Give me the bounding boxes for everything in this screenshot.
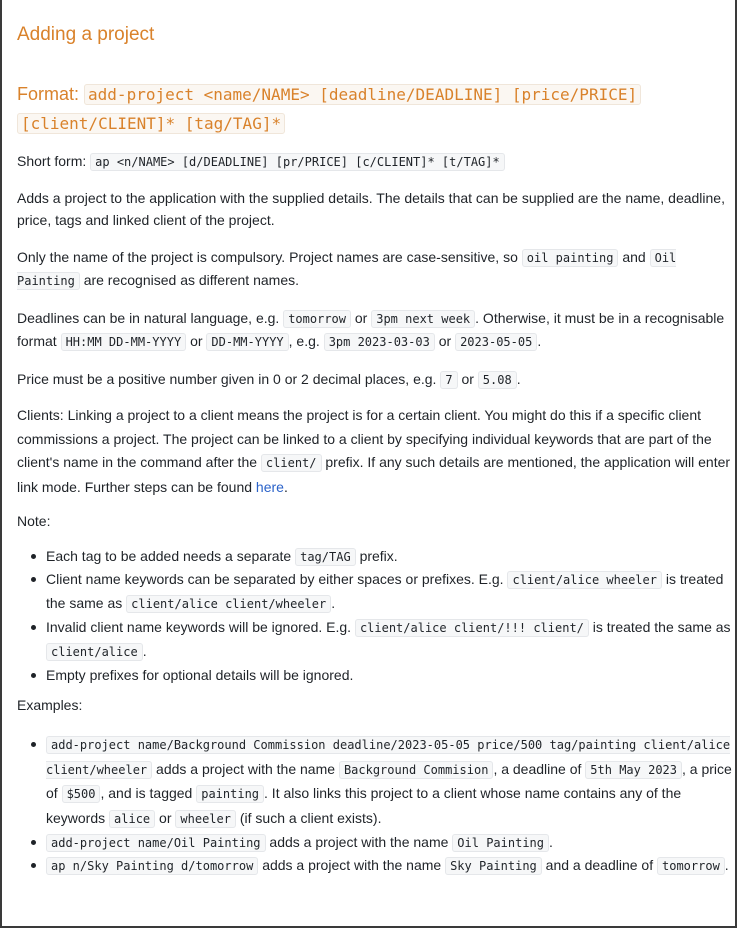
inline-code: 5.08 — [478, 371, 517, 389]
text: Each tag to be added needs a separate — [46, 548, 292, 564]
text: . — [142, 643, 147, 659]
text: , e.g. — [288, 333, 320, 349]
list-item — [27, 733, 737, 831]
inline-code: tomorrow — [657, 857, 725, 875]
inline-code: client/ — [261, 454, 322, 472]
inline-code: client/alice wheeler — [507, 571, 662, 589]
text: adds a project with the name — [269, 834, 449, 850]
name-paragraph — [17, 246, 731, 292]
inline-code: Oil Painting — [452, 834, 549, 852]
section-heading: Adding a project — [17, 24, 155, 45]
inline-code: tomorrow — [283, 310, 351, 328]
text: (if such a client exists). — [239, 809, 382, 826]
format-label: Format: — [17, 84, 80, 104]
inline-code: alice — [109, 810, 155, 828]
short-form-paragraph — [17, 150, 731, 173]
inline-code: client/alice — [46, 643, 143, 661]
inline-code: 3pm 2023-03-03 — [324, 333, 435, 351]
inline-code: client/alice client/!!! client/ — [355, 619, 589, 637]
text: or — [461, 371, 474, 387]
inline-code: 2023-05-05 — [455, 333, 537, 351]
text: Deadlines can be in natural language, e.g. — [17, 310, 280, 326]
list-item — [27, 831, 737, 854]
inline-code: client/alice client/wheeler — [126, 595, 331, 613]
notes-list — [27, 545, 737, 686]
price-paragraph — [17, 368, 731, 391]
inline-code: DD-MM-YYYY — [206, 333, 288, 351]
text: Price must be a positive number given in 0 or 2 decimal places, e.g. — [17, 371, 437, 387]
text: . — [516, 371, 521, 387]
text: Invalid client name keywords will be ignored. E.g. — [46, 619, 352, 635]
text: Client name keywords can be separated by either spaces or prefixes. E.g. — [46, 571, 504, 587]
text: Clients: Linking a project to a client means the project is for a certain client. You might do this if a specific client commissions a project. The project can be linked to a client by specifying individual keywords that are part of the client's name in the command after the — [17, 407, 712, 470]
text: are recognised as different names. — [83, 272, 299, 288]
examples-list — [27, 733, 737, 878]
text: or — [159, 809, 172, 826]
text: , a price of — [46, 760, 732, 801]
deadline-paragraph — [17, 307, 731, 353]
inline-code: 3pm next week — [371, 310, 475, 328]
examples-label: Examples: — [17, 697, 83, 713]
text: or — [190, 333, 203, 349]
text: and a deadline of — [545, 857, 654, 873]
inline-code: 5th May 2023 — [585, 761, 682, 779]
description-paragraph: Adds a project to the application with the supplied details. The details that can be supplied are the name, deadline, price, tags and linked client of the project. — [17, 190, 725, 228]
text: . — [537, 333, 542, 349]
here-link[interactable]: here — [255, 478, 284, 495]
inline-code: Background Commision — [339, 761, 494, 779]
list-item — [27, 664, 737, 686]
short-form-label: Short form: — [17, 153, 87, 169]
text: is treated the same as — [46, 571, 724, 611]
text: prefix. — [359, 548, 398, 564]
inline-code: oil painting — [522, 249, 619, 267]
text: adds a project with the name — [262, 857, 442, 873]
list-item — [27, 568, 737, 616]
text: and — [622, 249, 646, 265]
text: . — [724, 857, 729, 873]
text: is treated the same as — [592, 619, 731, 635]
inline-code: HH:MM DD-MM-YYYY — [61, 333, 187, 351]
list-item — [27, 545, 737, 568]
inline-code: add-project name/Background Commission deadline/2023-05-05 price/500 tag/painting client/alice client/wheeler — [46, 738, 731, 777]
inline-code: 7 — [440, 371, 457, 389]
inline-code: add-project name/Oil Painting — [46, 834, 266, 852]
text: Empty prefixes for optional details will be ignored. — [46, 667, 354, 683]
text: Only the name of the project is compulsory. Project names are case-sensitive, so — [17, 249, 518, 265]
text: or — [438, 333, 452, 349]
text: prefix. If any such details are mentioned, the application will enter link mode. Further steps can be found — [17, 454, 731, 495]
short-form-code: ap <n/NAME> [d/DEADLINE] [pr/PRICE] [c/CLIENT]* [t/TAG]* — [90, 153, 505, 171]
list-item — [27, 854, 737, 878]
text: or — [354, 310, 368, 326]
note-label: Note: — [17, 513, 51, 529]
inline-code: Oil Painting — [17, 251, 677, 288]
format-heading — [17, 80, 729, 138]
format-code-part2: [client/CLIENT]* [tag/TAG]* — [17, 113, 285, 134]
list-item — [27, 616, 737, 664]
text: . It also links this project to a client whose name contains any of the keywords — [46, 785, 682, 826]
inline-code: $500 — [62, 785, 101, 803]
text: , a deadline of — [493, 760, 582, 777]
clients-paragraph — [17, 404, 731, 499]
inline-code: ap n/Sky Painting d/tomorrow — [46, 857, 258, 875]
inline-code: tag/TAG — [295, 548, 356, 566]
format-code-part1: add-project <name/NAME> [deadline/DEADLINE] [price/PRICE] — [84, 84, 641, 105]
inline-code: Sky Painting — [445, 857, 542, 875]
inline-code: wheeler — [175, 810, 236, 828]
text: . — [331, 595, 336, 611]
text: . Otherwise, it must be in a recognisable format — [17, 310, 725, 349]
text: . — [283, 478, 288, 495]
text: adds a project with the name — [156, 760, 336, 777]
text: , and is tagged — [100, 785, 193, 801]
inline-code: painting — [196, 785, 264, 803]
text: . — [549, 834, 553, 850]
